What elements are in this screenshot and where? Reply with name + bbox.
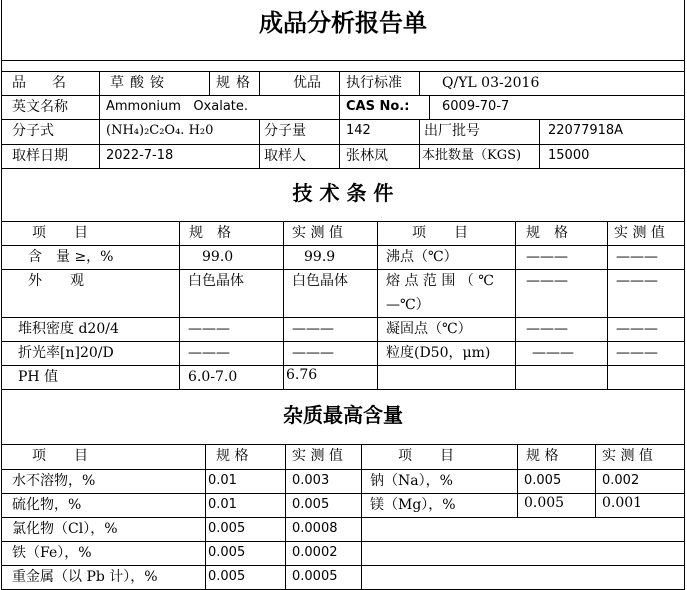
impurity-header-spec: 规 格	[216, 448, 249, 464]
tech-spec: 99.0	[202, 249, 234, 265]
quantity-label: 本批数量（KGS)	[422, 148, 522, 163]
divider	[419, 71, 420, 95]
impurity-measured: 0.005	[292, 497, 330, 512]
tech-item-right: 粒度(D50，μm)	[386, 345, 491, 361]
divider	[517, 444, 518, 517]
impurity-header-item-right: 项 目	[398, 448, 454, 464]
tech-header-item: 项 目	[32, 225, 88, 241]
impurity-spec: 0.005	[208, 521, 246, 536]
tech-item: 含 量 ≥，%	[28, 249, 114, 265]
impurity-spec-right: 0.005	[524, 495, 565, 511]
divider	[2, 60, 684, 61]
tech-measured-right: ———	[616, 249, 658, 265]
divider	[2, 389, 684, 390]
impurity-item-right: 镁（Mg），%	[370, 497, 456, 513]
divider	[377, 221, 378, 389]
tech-measured: 白色晶体	[292, 273, 348, 289]
divider	[2, 71, 684, 72]
sampler-value: 张林凤	[346, 148, 388, 164]
tech-item-right: 沸点（℃）	[386, 249, 458, 265]
divider	[2, 541, 684, 542]
cas-label: CAS No.:	[346, 99, 410, 114]
divider	[285, 444, 286, 589]
divider	[2, 517, 684, 518]
divider	[595, 444, 596, 517]
divider	[361, 444, 362, 589]
spec-label: 规格	[216, 75, 256, 91]
product-name-value: 草酸铵	[110, 75, 170, 91]
divider	[2, 144, 684, 145]
mw-value: 142	[346, 123, 371, 138]
divider	[2, 95, 684, 96]
divider	[429, 95, 430, 119]
divider	[2, 221, 684, 222]
divider	[2, 565, 684, 566]
tech-spec: ———	[188, 321, 230, 337]
divider	[2, 444, 684, 445]
divider	[2, 493, 684, 494]
impurity-item: 水不溶物，%	[12, 473, 96, 489]
tech-header-measured: 实 测 值	[292, 225, 343, 241]
divider	[259, 119, 260, 168]
tech-measured-right: ———	[616, 345, 658, 361]
spec-value: 优品	[293, 75, 321, 91]
divider	[607, 221, 608, 389]
tech-measured: ———	[292, 345, 334, 361]
impurity-measured-right: 0.001	[602, 495, 643, 511]
impurity-measured-right: 0.002	[602, 473, 640, 488]
divider	[259, 71, 260, 95]
tech-spec: ———	[188, 345, 230, 361]
tech-spec-right: ———	[526, 273, 568, 289]
impurity-measured: 0.0005	[292, 569, 338, 584]
tech-item-right: 凝固点（℃）	[386, 321, 472, 337]
tech-header-spec-right: 规 格	[526, 225, 568, 241]
tech-spec-right: ———	[526, 321, 568, 337]
impurity-item: 铁（Fe），%	[12, 545, 92, 561]
impurity-header-measured-right: 实 测 值	[602, 448, 653, 464]
divider	[2, 469, 684, 470]
impurity-measured: 0.0002	[292, 545, 338, 560]
tech-item: 外 观	[28, 273, 84, 289]
tech-item: 折光率[n]20/D	[18, 345, 114, 361]
formula-value: (NH₄)₂C₂O₄. H₂0	[106, 123, 214, 138]
divider	[2, 269, 684, 270]
divider	[2, 341, 684, 342]
impurity-spec-right: 0.005	[524, 473, 562, 488]
tech-title: 技 术 条 件	[292, 181, 394, 205]
impurity-spec: 0.01	[208, 473, 237, 488]
divider	[419, 119, 420, 168]
batch-label: 出厂批号	[424, 123, 480, 139]
divider	[283, 221, 284, 389]
tech-header-spec: 规 格	[189, 225, 231, 241]
divider	[2, 119, 684, 120]
tech-measured-right: ———	[616, 321, 658, 337]
standard-label: 执行标准	[346, 75, 402, 91]
tech-spec-right: ———	[526, 249, 568, 265]
quantity-value: 15000	[548, 148, 590, 163]
tech-header-measured-right: 实 测 值	[614, 225, 665, 241]
tech-item-right: 熔 点 范 围 （ ℃	[386, 273, 494, 289]
tech-measured: 6.76	[286, 367, 318, 383]
divider	[2, 365, 684, 366]
english-name-label: 英文名称	[12, 99, 68, 115]
english-name-value: Ammonium Oxalate.	[106, 99, 249, 114]
product-name-label: 品 名	[12, 75, 72, 91]
impurity-item: 氯化物（Cl），%	[12, 521, 118, 537]
impurity-header-measured: 实 测 值	[292, 448, 343, 464]
divider	[2, 317, 684, 318]
impurity-spec: 0.01	[208, 497, 237, 512]
divider	[209, 71, 210, 95]
tech-spec-right: ———	[532, 345, 574, 361]
batch-value: 22077918A	[548, 123, 624, 138]
divider	[179, 221, 180, 389]
standard-value: Q/YL 03-2016	[442, 75, 540, 91]
tech-spec: 6.0-7.0	[188, 369, 238, 385]
divider	[539, 119, 540, 168]
formula-label: 分子式	[12, 123, 54, 139]
impurity-item: 硫化物，%	[12, 497, 82, 513]
sample-date-value: 2022-7-18	[106, 148, 174, 163]
tech-measured: 99.9	[304, 249, 336, 265]
tech-spec: 白色晶体	[188, 273, 244, 289]
divider	[515, 221, 516, 389]
divider	[2, 168, 684, 169]
mw-label: 分子量	[264, 123, 306, 139]
impurity-spec: 0.005	[208, 545, 246, 560]
report-title: 成品分析报告单	[259, 9, 427, 37]
tech-measured: ———	[292, 321, 334, 337]
tech-header-item-right: 项 目	[412, 225, 468, 241]
divider	[2, 245, 684, 246]
divider	[99, 71, 100, 168]
divider	[339, 71, 340, 168]
tech-item-right-cont: —℃）	[386, 297, 430, 313]
sampler-label: 取样人	[264, 148, 306, 164]
tech-item: 堆积密度 d20/4	[18, 321, 119, 337]
impurity-item: 重金属（以 Pb 计），%	[12, 569, 158, 585]
analysis-report	[1, 0, 685, 590]
impurity-measured: 0.0008	[292, 521, 338, 536]
sample-date-label: 取样日期	[12, 148, 68, 164]
impurity-header-spec-right: 规 格	[526, 448, 559, 464]
impurity-header-item: 项 目	[32, 448, 88, 464]
divider	[205, 444, 206, 589]
impurity-measured: 0.003	[292, 473, 330, 488]
tech-item: PH 值	[18, 369, 59, 385]
cas-value: 6009-70-7	[442, 99, 510, 114]
impurity-title: 杂质最高含量	[283, 403, 403, 427]
impurity-item-right: 钠（Na），%	[370, 473, 453, 489]
tech-measured-right: ———	[616, 273, 658, 289]
impurity-spec: 0.005	[208, 569, 246, 584]
